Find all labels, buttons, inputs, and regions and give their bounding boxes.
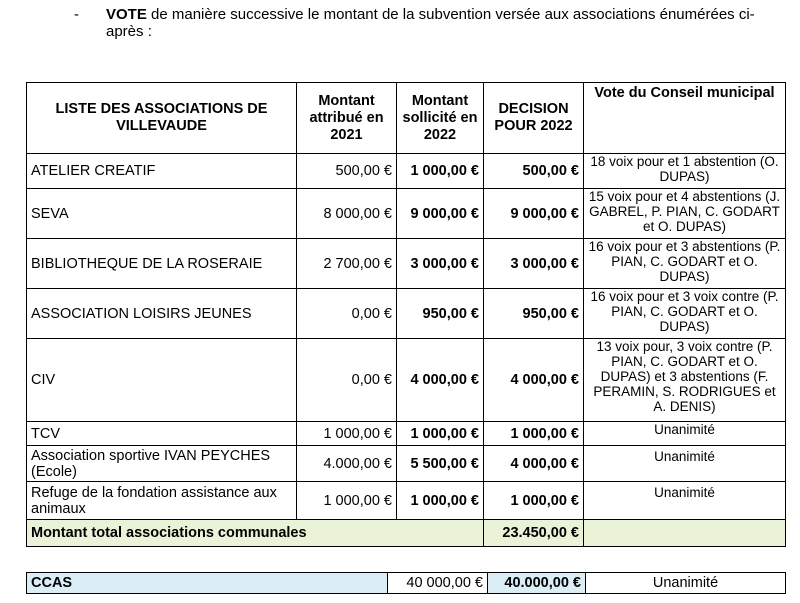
amount-2021: 1 000,00 € — [297, 422, 397, 446]
council-vote: Unanimité — [584, 446, 786, 482]
decision-amount: 4 000,00 € — [484, 339, 584, 422]
amount-requested: 5 500,00 € — [397, 446, 484, 482]
association-name: SEVA — [27, 189, 297, 239]
amount-requested: 1 000,00 € — [397, 422, 484, 446]
amount-requested: 4 000,00 € — [397, 339, 484, 422]
table-header-row — [27, 83, 786, 154]
amount-2021: 500,00 € — [297, 154, 397, 189]
intro-sentence: de manière successive le montant de la subvention versée aux associations énumérées ci-après : — [106, 6, 755, 40]
council-vote: 13 voix pour, 3 voix contre (P. PIAN, C. GODART et O. DUPAS) et 3 abstentions (F. PERAMIN, S. RODRIGUES et A. DENIS) — [584, 339, 786, 422]
decision-amount: 1 000,00 € — [484, 422, 584, 446]
council-vote: 16 voix pour et 3 voix contre (P. PIAN, C. GODART et O. DUPAS) — [584, 289, 786, 339]
table-row — [27, 154, 786, 189]
amount-2021: 1 000,00 € — [297, 482, 397, 520]
header-council-vote: Vote du Conseil municipal — [584, 83, 786, 154]
association-name: TCV — [27, 422, 297, 446]
total-label: Montant total associations communales — [27, 520, 484, 547]
ccas-name: CCAS — [27, 573, 388, 594]
ccas-amount-2021: 40 000,00 € — [388, 573, 488, 594]
amount-requested: 950,00 € — [397, 289, 484, 339]
ccas-table — [26, 572, 786, 594]
total-vote-empty — [584, 520, 786, 547]
association-name: Refuge de la fondation assistance aux animaux — [27, 482, 297, 520]
association-name: BIBLIOTHEQUE DE LA ROSERAIE — [27, 239, 297, 289]
association-name: CIV — [27, 339, 297, 422]
amount-requested: 3 000,00 € — [397, 239, 484, 289]
amount-2021: 0,00 € — [297, 289, 397, 339]
council-vote: 18 voix pour et 1 abstention (O. DUPAS) — [584, 154, 786, 189]
decision-amount: 4 000,00 € — [484, 446, 584, 482]
amount-requested: 1 000,00 € — [397, 482, 484, 520]
table-row — [27, 482, 786, 520]
total-value: 23.450,00 € — [484, 520, 584, 547]
vote-keyword: VOTE — [106, 6, 147, 23]
decision-amount: 9 000,00 € — [484, 189, 584, 239]
amount-2021: 4.000,00 € — [297, 446, 397, 482]
amount-2021: 0,00 € — [297, 339, 397, 422]
ccas-decision: 40.000,00 € — [488, 573, 586, 594]
council-vote: 16 voix pour et 3 abstentions (P. PIAN, C. GODART et O. DUPAS) — [584, 239, 786, 289]
amount-requested: 9 000,00 € — [397, 189, 484, 239]
council-vote: Unanimité — [584, 422, 786, 446]
table-row — [27, 289, 786, 339]
table-row — [27, 422, 786, 446]
table-row — [27, 446, 786, 482]
amount-2021: 8 000,00 € — [297, 189, 397, 239]
association-name: ASSOCIATION LOISIRS JEUNES — [27, 289, 297, 339]
amount-requested: 1 000,00 € — [397, 154, 484, 189]
association-name: ATELIER CREATIF — [27, 154, 297, 189]
decision-amount: 500,00 € — [484, 154, 584, 189]
header-amount-requested-2022: Montant sollicité en 2022 — [397, 83, 484, 154]
ccas-row — [27, 573, 786, 594]
association-name: Association sportive IVAN PEYCHES (Ecole) — [27, 446, 297, 482]
table-row — [27, 189, 786, 239]
list-dash: - — [74, 6, 79, 23]
decision-amount: 1 000,00 € — [484, 482, 584, 520]
table-row — [27, 339, 786, 422]
subsidy-table — [26, 82, 786, 547]
ccas-vote: Unanimité — [586, 573, 786, 594]
header-association-list: LISTE DES ASSOCIATIONS DE VILLEVAUDE — [27, 83, 297, 154]
header-decision-2022: DECISION POUR 2022 — [484, 83, 584, 154]
council-vote: 15 voix pour et 4 abstentions (J. GABREL, P. PIAN, C. GODART et O. DUPAS) — [584, 189, 786, 239]
total-row — [27, 520, 786, 547]
council-vote: Unanimité — [584, 482, 786, 520]
decision-amount: 3 000,00 € — [484, 239, 584, 289]
table-row — [27, 239, 786, 289]
header-amount-2021: Montant attribué en 2021 — [297, 83, 397, 154]
decision-amount: 950,00 € — [484, 289, 584, 339]
amount-2021: 2 700,00 € — [297, 239, 397, 289]
intro-text — [106, 6, 766, 40]
